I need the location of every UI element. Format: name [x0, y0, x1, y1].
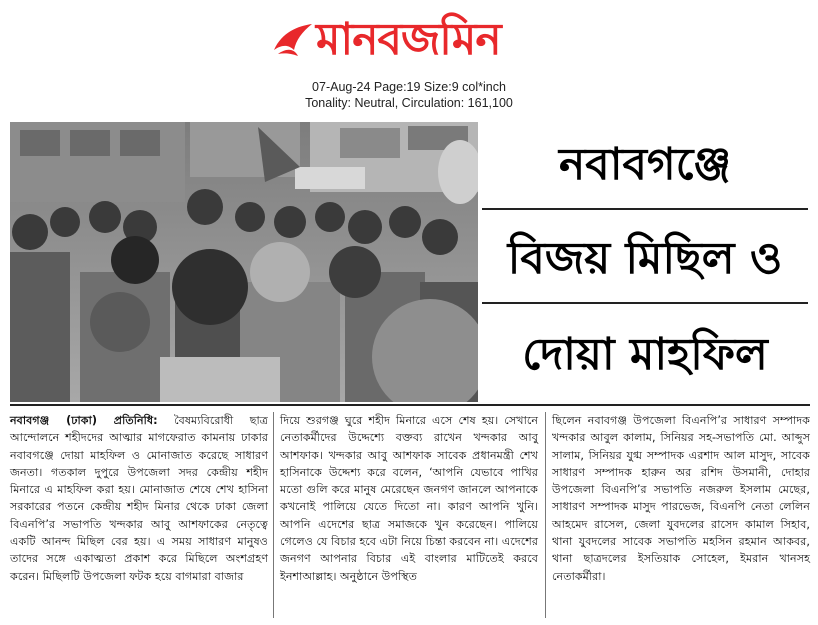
headline-divider: [482, 208, 808, 210]
headline-line-2: বিজয় মিছিল ও: [507, 233, 783, 284]
article-body: [10, 404, 810, 620]
article-column-1: [10, 412, 268, 585]
headline-line-1: নবাবগঞ্জে: [558, 139, 732, 190]
headline-divider: [482, 302, 808, 304]
column-divider: [545, 412, 546, 618]
article-column-3: ছিলেন নবাবগঞ্জ উপজেলা বিএনপি’র সাধারণ সম্পাদক খন্দকার আবুল কালাম, সিনিয়র সহ-সভাপতি মো. আব্দুস সালাম, সিনিয়র যুগ্ম সম্পাদক এরশাদ আল মাসুদ, সাবেক সাধারণ সম্পাদক হারুন অর রশিদ উসমানী, দোহার উপজেলা বিএনপি’র সভাপতি নজরুল ইসলাম মেছের, সাধারণ সম্পাদক মাসুদ পারভেজ, বিএনপি নেতা লেলিন আহমেদ রাসেল, জেলা যুবদলের রাসেদ কামাল সিহাব, থানা যুবদলের সাবেক সভাপতি মহসিন রহমান আকবর, থানা ছাত্রদলের ইসতিয়াক সোহেল, ইমরান খানসহ নেতাকর্মীরা।: [552, 414, 810, 583]
article-column-1-text: বৈষম্যবিরোধী ছাত্র আন্দোলনে শহীদদের আত্মার মাগফেরাত কামনায় ঢাকার নবাবগঞ্জে দোয়া মাহফিল ও মোনাজাত করেছে সাধারণ জনতা। গতকাল দুপুরে উপজেলা সদর কেন্দ্রীয় শহীদ মিনারে এ মাহফিল করা হয়। মোনাজাত শেষে শেখ হাসিনা সরকারের পতনে কেন্দ্রীয় শহীদ মিনার থেকে ঢাকা জেলা বিএনপি’র সভাপতি খন্দকার আবু আশফাকের নেতৃত্বে একটি আনন্দ মিছিল বের হয়। এ সময় সাধারণ মানুষও তাদের সঙ্গে একাত্মতা প্রকাশ করে মিছিলে অংশগ্রহণ করেন। মিছিলটি উপজেলা ফটক হয়ে বাগমারা বাজার: [10, 414, 268, 583]
clipping-tonality-line: Tonality: Neutral, Circulation: 161,100: [305, 96, 513, 110]
column-divider: [273, 412, 274, 618]
crowd-photo-image: [10, 122, 478, 402]
headline-block: [482, 122, 808, 402]
logo-text: মানবজমিন: [316, 14, 501, 65]
clipping-meta-line: 07-Aug-24 Page:19 Size:9 col*inch: [312, 80, 506, 94]
headline-line-3: দোয়া মাহফিল: [522, 329, 768, 380]
masthead: [0, 6, 818, 70]
newspaper-logo: [272, 10, 501, 70]
logo-swoosh-icon: [272, 20, 314, 60]
news-photo: [10, 122, 478, 402]
byline: নবাবগঞ্জ (ঢাকা) প্রতিনিধি:: [10, 414, 158, 427]
article-column-2: দিয়ে শুরগঞ্জ ঘুরে শহীদ মিনারে এসে শেষ হয়। সেখানে নেতাকর্মীদের উদ্দেশ্যে বক্তব্য রাখেন খন্দকার আবু আশফাক। খন্দকার আবু আশফাক সাবেক প্রধানমন্ত্রী শেখ হাসিনাকে উদ্দেশ্য করে বলেন, ‘আপনি যেভাবে পাখির মতো গুলি করে মানুষ মেরেছেন জনগণ জানলে আপনাকে কখনোই পালিয়ে যেতে দিতো না। কারণ আপনি খুনি। আপনি এদেশের ছাত্র সমাজকে খুন করেছেন। পালিয়ে গেলেও যে বিচার হবে এটা নিয়ে চিন্তা করবেন না। এদেশের জনগণ আপনার বিচার এই বাংলার মাটিতেই করবে ইনশাআল্লাহ। অনুষ্ঠানে উপস্থিত: [280, 414, 538, 583]
